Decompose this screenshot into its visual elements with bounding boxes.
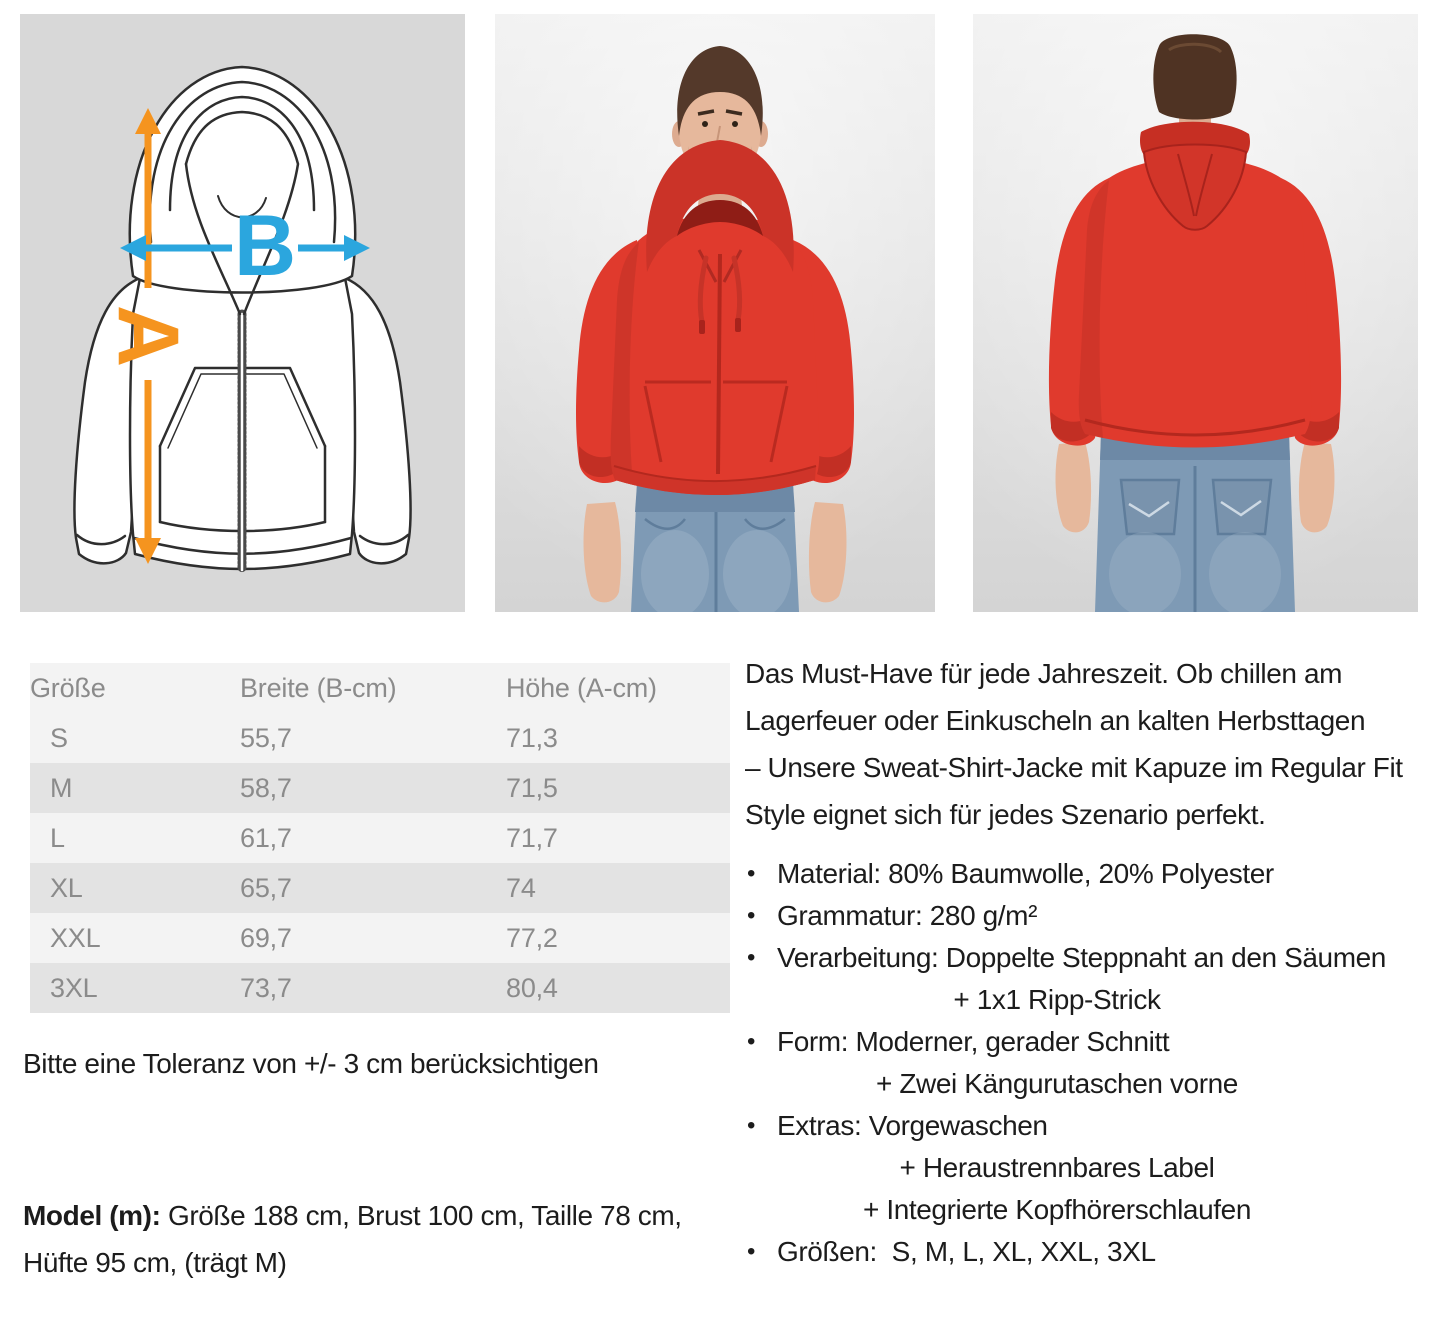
column-header: Größe <box>30 672 106 703</box>
height-cell: 74 <box>506 872 536 903</box>
zipper <box>718 254 720 474</box>
feature-body <box>777 1021 1445 1105</box>
bullet-dot-icon: • <box>747 1238 756 1265</box>
jeans <box>631 484 799 612</box>
header-row <box>30 663 730 713</box>
head-back <box>1153 34 1236 128</box>
table-row <box>30 913 730 963</box>
table-row <box>30 763 730 813</box>
feature-body <box>777 937 1445 1021</box>
feature-body <box>777 1105 1445 1231</box>
size-table <box>30 663 730 1013</box>
feature-body <box>777 895 1445 937</box>
size-cell: XXL <box>50 922 101 953</box>
feature-text: Extras: Vorgewaschen <box>777 1110 1048 1141</box>
description-line: Lagerfeuer oder Einkuscheln an kalten Herbsttagen <box>745 705 1366 736</box>
size-diagram-panel <box>20 14 465 612</box>
size-table-header <box>30 663 730 713</box>
product-description-intro <box>745 650 1403 838</box>
size-cell: S <box>50 722 68 753</box>
feature-item <box>745 895 1445 937</box>
table-row <box>30 863 730 913</box>
model-info-line2: Hüfte 95 cm, (trägt M) <box>23 1247 287 1278</box>
bullet-continuation-line: + Heraustrennbares Label <box>899 1152 1215 1183</box>
height-cell: 71,5 <box>506 772 558 803</box>
size-cell: XL <box>50 872 83 903</box>
bullet-dot-icon: • <box>747 860 756 887</box>
height-cell: 80,4 <box>506 972 558 1003</box>
height-cell: 71,7 <box>506 822 558 853</box>
bullet-dot-icon: • <box>747 1028 756 1055</box>
product-photo-front-panel <box>495 14 935 612</box>
product-photo-back <box>973 14 1418 612</box>
feature-text: Größen: S, M, L, XL, XXL, 3XL <box>777 1236 1156 1267</box>
tolerance-note: Bitte eine Toleranz von +/- 3 cm berücksichtigen <box>23 1048 599 1079</box>
height-cell: 77,2 <box>506 922 558 953</box>
feature-body <box>777 853 1445 895</box>
bullet-dot-icon: • <box>747 1112 756 1139</box>
measurement-label-a: A <box>100 304 196 368</box>
table-row <box>30 963 730 1013</box>
measurement-label-b: B <box>233 198 297 294</box>
jeans-back <box>1095 434 1295 612</box>
size-table-body <box>30 713 730 1013</box>
table-row <box>30 713 730 763</box>
product-photo-back-panel <box>973 14 1418 612</box>
feature-text: Material: 80% Baumwolle, 20% Polyester <box>777 858 1274 889</box>
size-cell: 3XL <box>50 972 98 1003</box>
model-info <box>23 1192 743 1286</box>
feature-continuations <box>777 1063 1337 1105</box>
model-info-line1: Größe 188 cm, Brust 100 cm, Taille 78 cm, <box>167 1200 682 1231</box>
height-cell: 71,3 <box>506 722 558 753</box>
description-line: Das Must-Have für jede Jahreszeit. Ob chillen am <box>745 658 1343 689</box>
hair-back <box>1153 34 1236 119</box>
width-cell: 58,7 <box>240 772 292 803</box>
feature-continuations <box>777 1147 1337 1231</box>
width-cell: 69,7 <box>240 922 292 953</box>
bullet-continuation-line: + Integrierte Kopfhörerschlaufen <box>862 1194 1251 1225</box>
bullet-continuation-line: + 1x1 Ripp-Strick <box>953 984 1161 1015</box>
feature-item <box>745 1105 1445 1231</box>
product-photo-front <box>495 14 935 612</box>
description-line: – Unsere Sweat-Shirt-Jacke mit Kapuze im Regular Fit <box>745 752 1403 783</box>
table-row <box>30 813 730 863</box>
feature-body <box>777 1231 1445 1273</box>
column-header: Breite (B-cm) <box>240 672 397 703</box>
bullet-dot-icon: • <box>747 902 756 929</box>
bullet-continuation-line: + Zwei Kängurutaschen vorne <box>876 1068 1238 1099</box>
size-cell: M <box>50 772 73 803</box>
feature-item <box>745 937 1445 1021</box>
width-cell: 73,7 <box>240 972 292 1003</box>
feature-text: Verarbeitung: Doppelte Steppnaht an den Säumen <box>777 942 1386 973</box>
model-info-label: Model (m): <box>23 1200 161 1231</box>
size-cell: L <box>50 822 65 853</box>
width-cell: 65,7 <box>240 872 292 903</box>
feature-item <box>745 1231 1445 1273</box>
width-cell: 61,7 <box>240 822 292 853</box>
description-line: Style eignet sich für jedes Szenario perfekt. <box>745 799 1266 830</box>
column-header: Höhe (A-cm) <box>506 672 657 703</box>
feature-item <box>745 1021 1445 1105</box>
feature-text: Form: Moderner, gerader Schnitt <box>777 1026 1170 1057</box>
product-feature-list <box>745 853 1445 1273</box>
feature-item <box>745 853 1445 895</box>
bullet-dot-icon: • <box>747 944 756 971</box>
size-diagram <box>20 14 465 612</box>
width-cell: 55,7 <box>240 722 292 753</box>
feature-text: Grammatur: 280 g/m² <box>777 900 1038 931</box>
feature-continuations <box>777 979 1337 1021</box>
